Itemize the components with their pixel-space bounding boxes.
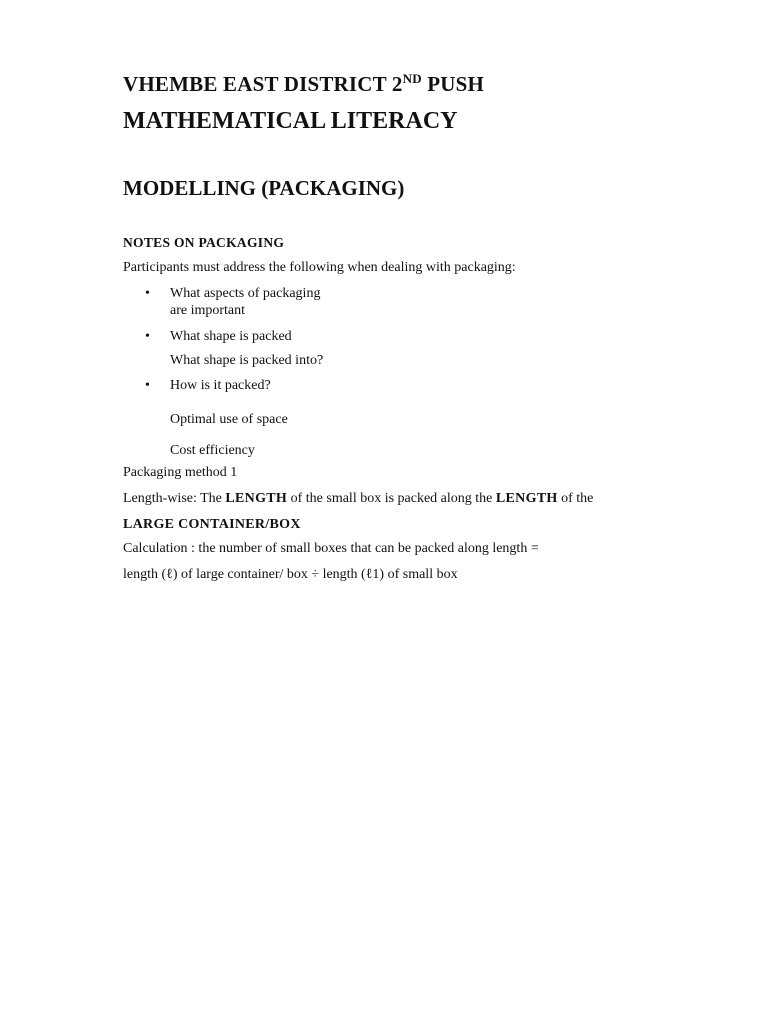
method-text: of the small box is packed along the: [287, 491, 496, 506]
subject-heading: MATHEMATICAL LITERACY: [123, 108, 458, 134]
list-item-line: What aspects of packaging: [170, 286, 321, 301]
calculation-line: Calculation : the number of small boxes that can be packed along length =: [123, 541, 539, 556]
notes-heading: NOTES ON PACKAGING: [123, 235, 285, 250]
method-emphasis: LENGTH: [225, 491, 288, 506]
bullet-marker: •: [145, 286, 150, 301]
list-item-line: Optimal use of space: [170, 412, 288, 427]
method-text: of the: [557, 491, 594, 506]
list-item-line: What shape is packed: [170, 329, 292, 344]
district-heading: [123, 72, 484, 97]
calculation-formula: length (ℓ) of large container/ box ÷ length (ℓ1) of small box: [123, 567, 458, 582]
method-emphasis: LENGTH: [495, 491, 558, 506]
district-heading-superscript: ND: [402, 71, 422, 86]
list-item-line: How is it packed?: [170, 378, 271, 393]
method-title: Packaging method 1: [123, 465, 238, 480]
list-item-line: Cost efficiency: [170, 443, 255, 458]
bullet-marker: •: [145, 378, 150, 393]
method-container-label: LARGE CONTAINER/BOX: [123, 517, 301, 532]
district-heading-prefix: VHEMBE EAST DISTRICT 2: [123, 72, 403, 96]
method-text: Length-wise: The: [123, 491, 226, 506]
district-heading-suffix: PUSH: [421, 72, 485, 96]
notes-intro: Participants must address the following when dealing with packaging:: [123, 260, 516, 275]
list-item-line: are important: [170, 303, 246, 318]
method-description-line: [123, 491, 593, 507]
topic-heading: MODELLING (PACKAGING): [123, 176, 405, 200]
bullet-marker: •: [145, 329, 150, 344]
list-item-line: What shape is packed into?: [170, 353, 324, 368]
